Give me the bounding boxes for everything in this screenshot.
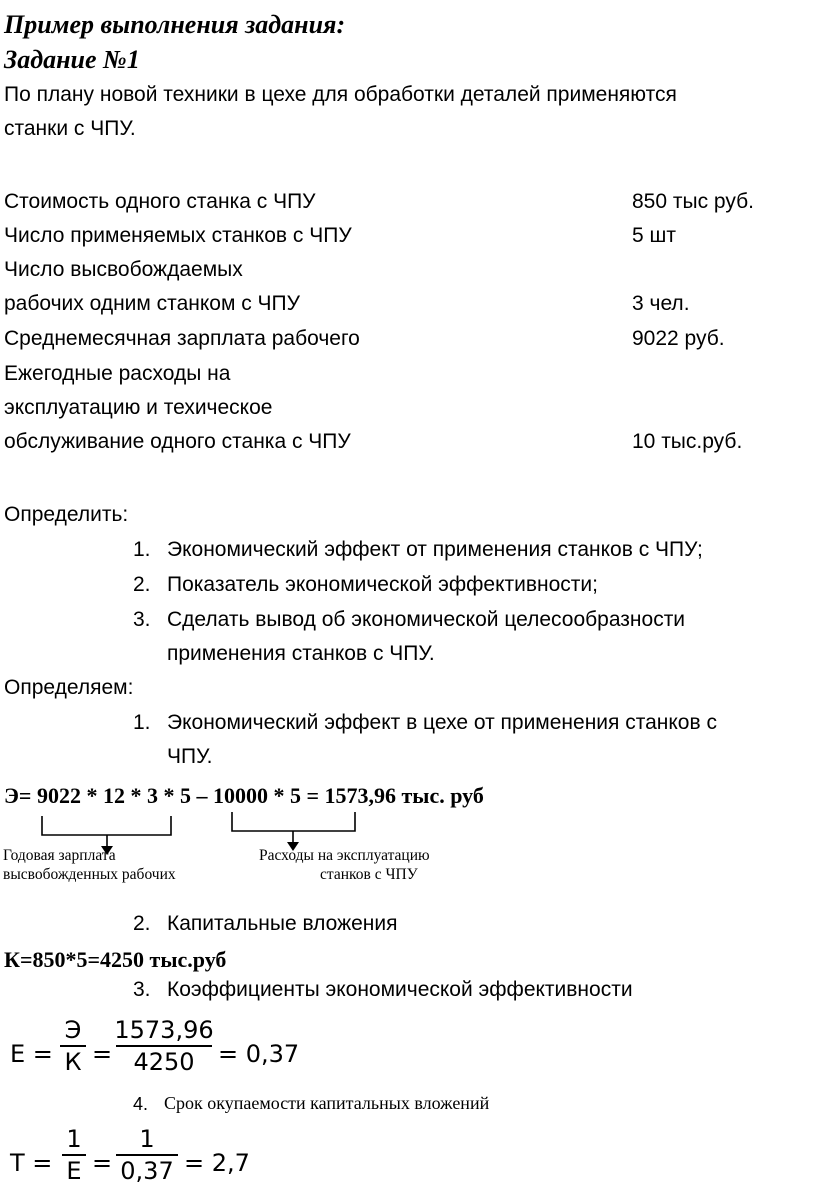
param-label: эксплуатацию и техическое: [4, 396, 273, 419]
param-value: 9022 руб.: [632, 327, 725, 350]
list-item: Сделать вывод об экономической целесообразности: [167, 608, 686, 631]
param-label: Среднемесячная зарплата рабочего: [4, 327, 360, 350]
determine-heading: Определить:: [4, 503, 129, 526]
document-heading: Пример выполнения задания:: [4, 10, 346, 39]
list-item: Показатель экономической эффективности;: [167, 573, 598, 596]
list-number: 2.: [133, 912, 151, 935]
annotation-right-line2: станков с ЧПУ: [320, 866, 418, 883]
param-label: Число высвобождаемых: [4, 258, 243, 281]
param-value: 10 тыс.руб.: [632, 430, 743, 453]
formula-payback-result: = 2,7: [184, 1149, 250, 1177]
annotation-right-line1: Расходы на эксплуатацию: [259, 847, 430, 864]
fraction-denominator: Е: [66, 1157, 82, 1185]
formula-efficiency-lhs: Е =: [10, 1040, 53, 1068]
intro-line-2: станки с ЧПУ.: [4, 117, 136, 140]
param-label: Стоимость одного станка с ЧПУ: [4, 190, 316, 213]
list-item: Коэффициенты экономической эффективности: [167, 978, 633, 1001]
fraction-numerator: 1: [66, 1125, 82, 1153]
param-value: 5 шт: [632, 224, 676, 247]
list-number: 1.: [133, 538, 151, 561]
intro-line-1: По плану новой техники в цехе для обработки деталей применяются: [4, 83, 677, 106]
fraction-one-over-e: [62, 1126, 86, 1184]
list-item-continuation: применения станков с ЧПУ.: [167, 642, 435, 665]
list-item: Экономический эффект от применения станков с ЧПУ;: [167, 538, 703, 561]
fraction-e-over-k: [60, 1017, 86, 1075]
solution-heading: Определяем:: [4, 676, 134, 699]
list-item: Капитальные вложения: [167, 912, 398, 935]
param-label: Число применяемых станков с ЧПУ: [4, 224, 352, 247]
fraction-bar: [116, 1045, 212, 1047]
equals-sign: =: [92, 1040, 113, 1068]
param-label: обслуживание одного станка с ЧПУ: [4, 430, 351, 453]
annotation-left-line2: высвобожденных рабочих: [3, 866, 176, 883]
fraction-numerator: 1573,96: [114, 1016, 214, 1044]
fraction-denominator: К: [64, 1048, 82, 1076]
fraction-values: [116, 1017, 212, 1075]
fraction-bar: [60, 1045, 86, 1047]
list-item: Экономический эффект в цехе от применения станков с: [167, 711, 717, 734]
param-label: рабочих одним станком с ЧПУ: [4, 292, 300, 315]
fraction-denominator: 4250: [133, 1048, 195, 1076]
fraction-bar: [62, 1154, 86, 1156]
equals-sign: =: [92, 1149, 113, 1177]
list-item-continuation: ЧПУ.: [167, 745, 213, 768]
task-number: Задание №1: [4, 45, 140, 74]
formula-economic-effect: Э= 9022 * 12 * 3 * 5 – 10000 * 5 = 1573,96 тыс. руб: [4, 783, 484, 808]
list-item: Срок окупаемости капитальных вложений: [164, 1093, 490, 1113]
fraction-denominator: 0,37: [120, 1157, 174, 1185]
param-value: 850 тыс руб.: [632, 190, 754, 213]
left-bracket-arrow: [42, 816, 171, 848]
list-number: 2.: [133, 573, 151, 596]
fraction-bar: [116, 1154, 178, 1156]
list-number: 4.: [133, 1094, 149, 1114]
formula-capital: К=850*5=4250 тыс.руб: [4, 947, 227, 972]
annotation-left-line1: Годовая зарплата: [3, 847, 116, 864]
fraction-numerator: 1: [139, 1125, 155, 1153]
param-label: Ежегодные расходы на: [4, 362, 231, 385]
list-number: 3.: [133, 978, 151, 1001]
param-value: 3 чел.: [632, 292, 690, 315]
fraction-values: [116, 1126, 178, 1184]
fraction-numerator: Э: [64, 1016, 82, 1044]
list-number: 3.: [133, 608, 151, 631]
right-bracket-arrow: [232, 812, 355, 844]
list-number: 1.: [133, 711, 151, 734]
formula-efficiency-result: = 0,37: [218, 1040, 300, 1068]
formula-payback-lhs: Т =: [10, 1149, 53, 1177]
